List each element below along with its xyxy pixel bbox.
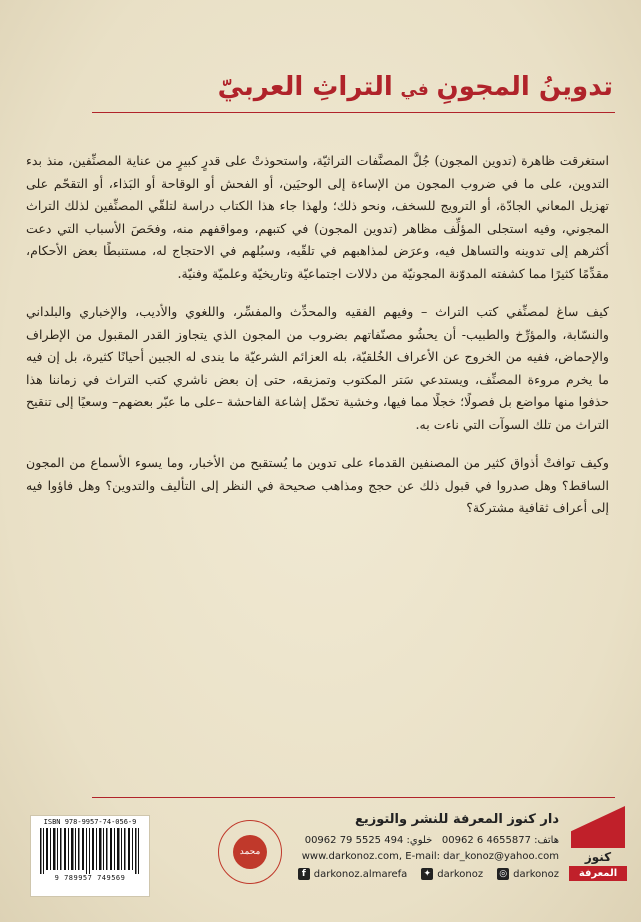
instagram-handle: darkonoz: [513, 868, 559, 880]
title-divider: [92, 112, 615, 113]
facebook-icon: f: [298, 868, 310, 880]
phone-line: [269, 833, 559, 849]
blurb-paragraph-3: وكيف توافتْ أذواق كثير من المصنفين القدماء على تدوين ما يُستقبح من الأخبار، وما يسوء الأسماع من المجون الساقط؟ وهل صدروا في قبول ذلك عن حجج ومذاهب صحيحة في النظر إلى التأليف والتدوين؟ وهل فاؤوا فيه إلى أعراف ثقافية مشتركة؟: [26, 455, 609, 515]
facebook-link[interactable]: [298, 868, 408, 880]
title-part3: التراثِ العربيّ: [217, 72, 393, 102]
title-part2: في: [400, 80, 429, 100]
mobile-label: خلوي:: [406, 835, 433, 846]
blurb: [26, 150, 609, 536]
book-title: [28, 72, 613, 102]
social-links: [269, 868, 559, 880]
instagram-icon: ◎: [497, 868, 509, 880]
logo-label-bottom: المعرفة: [569, 866, 627, 881]
barcode-digits: 9 789957 749569: [54, 874, 126, 882]
footer-divider: [92, 797, 615, 798]
phone-number: 00962 6 4655877: [441, 835, 531, 846]
twitter-handle: darkonoz: [437, 868, 484, 880]
title-part1: تدوينُ المجونِ: [436, 72, 613, 102]
barcode-bars: [38, 828, 142, 874]
web-email-line: www.darkonoz.com, E-mail: dar_konoz@yahoo.com: [301, 851, 559, 862]
phone-label: هاتف:: [534, 835, 559, 846]
twitter-link[interactable]: [421, 868, 483, 880]
logo-mark-icon: [571, 806, 625, 848]
logo-label-top: كنوز: [584, 850, 612, 864]
twitter-icon: ✦: [421, 868, 433, 880]
publisher-info: [269, 812, 559, 865]
blurb-paragraph-1: استغرقت ظاهرة (تدوين المجون) جُلَّ المصنَّفات التراثيّة، واستحوذتْ على قدرٍ كبيرٍ من عناية المصنِّفين، منذ بدء التدوين، على ما في ضروب المجون من الإساءة إلى الوحيَين، أو الفحش أو الوقاحة أو البَذاء، أو التقحّم على تهزيل المعاني الجادّة، أو الترويج للسخف، ونحو ذلك؛ ولهذا جاء هذا الكتاب دراسة لتلقّي المصنِّفين لذلك التراث المجوني، وفيه استجلى المؤلِّف مظاهر (تدوين المجون) في كتبهم، ومواقفهم منه، وفحَصَ الأسباب التي دعت أكثرهم إلى تدوينه والتساهل فيه، وعرَض لمذاهبهم في تلقّيه، وسبُلهم في الاحتجاج له، مستنبطًا بعض الأحكام، مقدِّمًا كثيرًا مما كشفته المدوّنة المجونيّة من دلالات اجتماعيّة وتاريخيّة وعلميّة وفنيّة.: [26, 153, 609, 281]
facebook-handle: darkonoz.almarefa: [313, 868, 408, 880]
publisher-name: دار كنوز المعرفة للنشر والتوزيع: [354, 812, 559, 827]
mobile-number: 00962 79 5525 494: [304, 835, 404, 846]
seal-center: محمد: [233, 835, 267, 869]
blurb-paragraph-2: كيف ساغ لمصنِّفي كتب التراث – وفيهم الفقيه والمحدِّث والمفسِّر، واللغوي والأديب، والإخباري والبلداني والنسّابة، والمؤرِّخ والطبيب- أن يحشُو مصنّفاتهم بضروب من المجون الذي يتجاوز القدر المقبول من الإطراف والإحماض، ففيه من الخروج عن الأعراف الخُلقيّة، بله العزائم الشرعيّة ما يندى له الجبين أحيانًا كثيرة، بل إن فيه ما يخرم مروءة المصنِّف، ويستدعي سَتر المكتوب وتمزيقه، حتى إن بعض ناشري كتب التراث في زماننا هذا حذفوا منها مواضع بل فصولًا؛ خجلًا مما فيها، وخشية تحمّل إشاعة الفاحشة –على ما عبّر بعضهم– وسعيًا إلى تنقيح التراث من تلك السوآت التي ناءت به.: [26, 304, 609, 432]
isbn-number: ISBN 978-9957-74-056-9: [43, 818, 137, 826]
instagram-link[interactable]: [497, 868, 559, 880]
barcode: [30, 815, 150, 897]
publisher-logo: [567, 806, 629, 892]
